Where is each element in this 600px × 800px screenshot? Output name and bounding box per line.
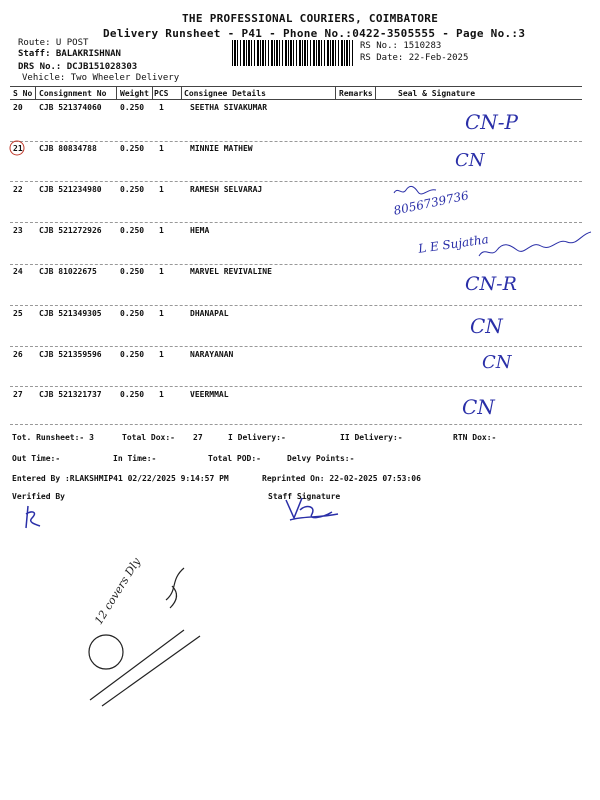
company-name: THE PROFESSIONAL COURIERS, COIMBATORE [182,12,439,25]
row-consignment: CJB 521321737 [39,390,102,399]
row-signature: L E Sujatha [417,232,490,256]
scribble-script-icon [475,228,595,262]
route-label: Route: U POST [18,38,89,48]
drs-number: DRS No.: DCJB151028303 [18,62,138,72]
delvy-points: Delvy Points:- [287,454,355,463]
col-remarks: Remarks [339,89,373,98]
rtn-dox: RTN Dox:- [453,433,497,442]
row-consignee: RAMESH SELVARAJ [190,185,263,194]
row-sno: 20 [13,103,23,112]
row-consignee: NARAYANAN [190,350,234,359]
covers-note: 12 covers Dly [92,555,144,627]
staff-signature-label: Staff Signature [268,492,341,501]
row-consignee: SEETHA SIVAKUMAR [190,103,268,112]
i-delivery: I Delivery:- [228,433,286,442]
row-signature: CN-R [465,273,517,295]
row-consignment: CJB 80834788 [39,144,97,153]
reprinted-on: Reprinted On: 22-02-2025 07:53:06 [262,474,421,483]
row-sno: 23 [13,226,23,235]
row-sno: 27 [13,390,23,399]
row-pcs: 1 [159,390,164,399]
row-signature: CN [470,314,503,338]
row-consignee: HEMA [190,226,210,235]
covers-note-scribble-icon [80,560,210,710]
in-time: In Time:- [113,454,157,463]
barcode [232,40,354,66]
runsheet-subtitle: Delivery Runsheet - P41 - Phone No.:0422-3505555 - Page No.:3 [103,27,526,40]
row-weight: 0.250 [120,309,145,318]
verified-by: Verified By [12,492,65,501]
ii-delivery: II Delivery:- [340,433,403,442]
col-sno: S No [13,89,33,98]
rs-date: RS Date: 22-Feb-2025 [360,53,469,63]
total-dox-value: 27 [193,433,203,442]
verifier-signature-icon [18,502,48,532]
row-consignment: CJB 521374060 [39,103,102,112]
staff-label: Staff: BALAKRISHNAN [18,49,121,59]
row-sno: 24 [13,267,23,276]
row-sno: 22 [13,185,23,194]
row-consignment: CJB 81022675 [39,267,97,276]
row-consignee: VEERMMAL [190,390,229,399]
row-weight: 0.250 [120,185,145,194]
row-weight: 0.250 [120,144,145,153]
row-consignment: CJB 521349305 [39,309,102,318]
col-pcs: PCS [154,89,169,98]
row-signature: CN-P [465,110,519,134]
row-sno: 26 [13,350,23,359]
row-consignee: DHANAPAL [190,309,229,318]
row-weight: 0.250 [120,350,145,359]
vehicle-label: Vehicle: Two Wheeler Delivery [22,73,180,83]
col-weight: Weight [120,89,149,98]
total-dox-label: Total Dox:- [122,433,175,442]
row-sno: 21 [13,144,23,153]
row-signature: CN [455,150,485,171]
row-consignee: MARVEL REVIVALINE [190,267,272,276]
row-pcs: 1 [159,350,164,359]
row-pcs: 1 [159,309,164,318]
row-weight: 0.250 [120,103,145,112]
row-pcs: 1 [159,267,164,276]
row-signature: CN [462,395,495,419]
out-time: Out Time:- [12,454,61,463]
row-weight: 0.250 [120,390,145,399]
total-pod: Total POD:- [208,454,261,463]
col-signature: Seal & Signature [398,89,476,98]
row-pcs: 1 [159,185,164,194]
row-signature: 8056739736 [392,188,470,218]
row-consignee: MINNIE MATHEW [190,144,253,153]
rs-number: RS No.: 1510283 [360,41,442,51]
row-sno: 25 [13,309,23,318]
row-signature: CN [482,352,512,373]
tot-runsheet: Tot. Runsheet:- 3 [12,433,94,442]
row-consignment: CJB 521359596 [39,350,102,359]
row-weight: 0.250 [120,267,145,276]
entered-by: Entered By :RLAKSHMIP41 02/22/2025 9:14:57 PM [12,474,229,483]
col-consignee: Consignee Details [184,89,266,98]
row-consignment: CJB 521234980 [39,185,102,194]
row-pcs: 1 [159,144,164,153]
row-weight: 0.250 [120,226,145,235]
circle-mark-icon [9,140,25,156]
col-consignment: Consignment No [39,89,107,98]
row-pcs: 1 [159,103,164,112]
row-consignment: CJB 521272926 [39,226,102,235]
row-pcs: 1 [159,226,164,235]
staff-signature-icon [282,494,342,524]
